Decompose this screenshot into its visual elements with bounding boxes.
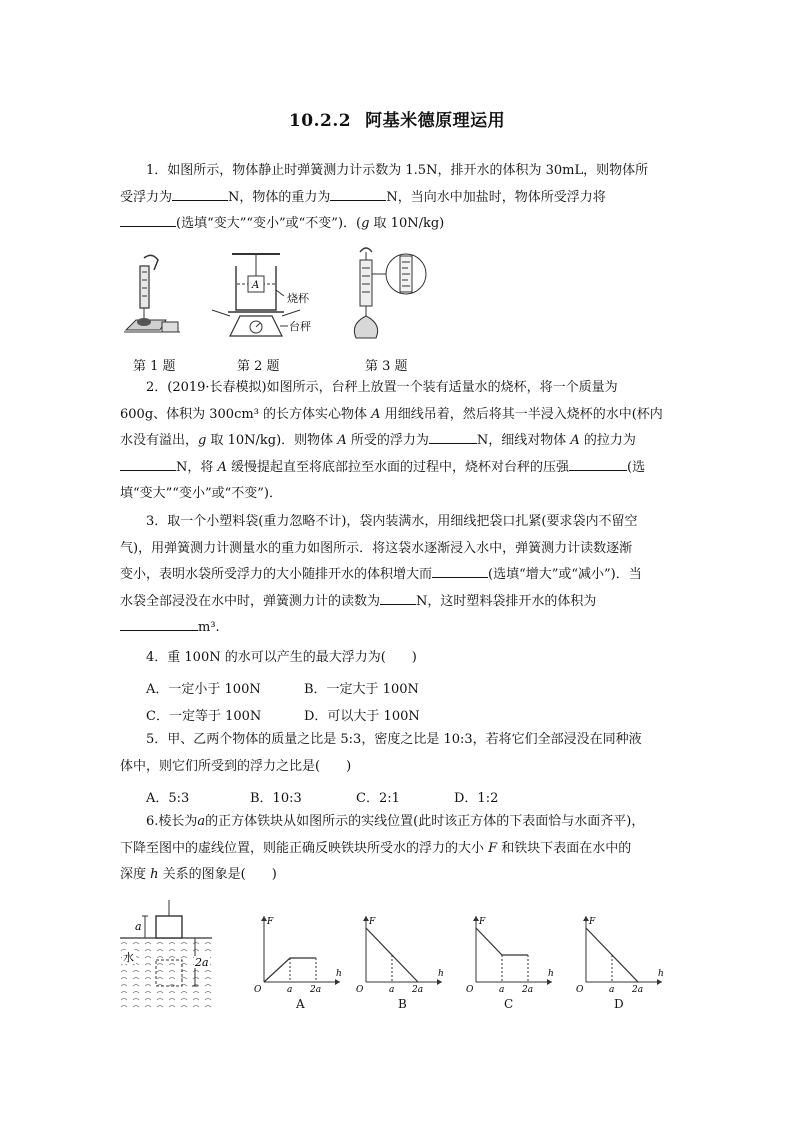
- figure-3-caption: 第 3 题: [365, 359, 408, 374]
- svg-text:O: O: [466, 985, 474, 995]
- graph-d-caption: D: [614, 997, 624, 1011]
- page-title: [0, 106, 794, 131]
- question-5: 5．甲、乙两个物体的质量之比是 5:3，密度之比是 10:3，若将它们全部浸没在同种液 体中，则它们所受到的浮力之比是( ): [120, 732, 642, 774]
- svg-text:2a: 2a: [310, 985, 322, 995]
- graph-c-caption: C: [504, 997, 514, 1011]
- cube-water-diagram: [120, 898, 212, 1010]
- svg-text:2a: 2a: [632, 985, 644, 995]
- answer-blank[interactable]: [569, 456, 627, 471]
- question-2: 2．(2019·长春模拟)如图所示，台秤上放置一个装有适量水的烧杯，将一个质量为 600g、体积为 300cm³ 的长方体实心物体 A 用细线吊着，然后将其一半浸入烧杯的水中(杯内 水没有溢出，g 取 10N/kg)．则物体 A 所受的浮力为 N，细线对物体 A 的拉力为 N，将 A 缓慢提起直至将底部拉至水面的过程中，烧杯对台秤的压强 (选 填“变大”“变小”或“不变”)．: [120, 380, 663, 501]
- label-scale: 台秤: [289, 320, 311, 333]
- svg-text:2a: 2a: [412, 985, 424, 995]
- graph-a-caption: A: [296, 997, 305, 1011]
- question-4-options-row-1: [146, 678, 419, 697]
- svg-text:h: h: [336, 969, 342, 979]
- svg-text:F: F: [369, 917, 376, 927]
- answer-blank[interactable]: [380, 590, 416, 605]
- answer-blank[interactable]: [330, 186, 386, 201]
- figure-1-spring-scale-diagram: [122, 252, 182, 344]
- svg-text:F: F: [267, 917, 274, 927]
- svg-text:a: a: [609, 985, 615, 995]
- svg-text:O: O: [254, 985, 262, 995]
- option-b[interactable]: B．一定大于 100N: [304, 682, 419, 697]
- svg-text:a: a: [287, 985, 293, 995]
- option-c[interactable]: C．一定等于 100N: [146, 709, 262, 724]
- svg-text:水: 水: [123, 951, 134, 964]
- svg-text:F: F: [589, 917, 596, 927]
- graph-b-caption: B: [398, 997, 407, 1011]
- answer-blank[interactable]: [120, 616, 198, 631]
- question-4-options-row-2: [146, 705, 420, 724]
- option-c[interactable]: C．2:1: [356, 791, 400, 806]
- section-number: 10.2.2: [288, 111, 352, 131]
- section-title: 阿基米德原理运用: [365, 111, 506, 131]
- answer-blank[interactable]: [120, 212, 176, 227]
- figure-1-caption: 第 1 题: [133, 359, 176, 374]
- svg-text:O: O: [356, 985, 364, 995]
- option-d[interactable]: D．1:2: [454, 791, 499, 806]
- answer-blank[interactable]: [432, 563, 488, 578]
- svg-text:h: h: [438, 969, 444, 979]
- option-d[interactable]: D．可以大于 100N: [304, 709, 420, 724]
- svg-text:F: F: [479, 917, 486, 927]
- svg-text:h: h: [548, 969, 554, 979]
- answer-blank[interactable]: [172, 186, 228, 201]
- answer-blank[interactable]: [120, 456, 176, 471]
- question-5-options: [146, 787, 498, 806]
- option-b[interactable]: B．10:3: [250, 791, 302, 806]
- answer-blank[interactable]: [429, 429, 477, 444]
- label-beaker: 烧杯: [287, 292, 309, 305]
- figure-3-water-bag-diagram: [348, 244, 432, 346]
- svg-text:2a: 2a: [195, 956, 209, 969]
- svg-text:O: O: [576, 985, 584, 995]
- option-a[interactable]: A．一定小于 100N: [146, 682, 261, 697]
- graph-a[interactable]: [250, 910, 346, 996]
- graph-b[interactable]: [352, 910, 448, 996]
- question-6: 6.棱长为a的正方体铁块从如图所示的实线位置(此时该正方体的下表面恰与水面齐平)， 下降至图中的虚线位置，则能正确反映铁块所受水的浮力的大小 F 和铁块下表面在水中的 深度 h 关系的图象是( ): [120, 814, 645, 882]
- graph-c[interactable]: [462, 910, 558, 996]
- figure-2-caption: 第 2 题: [237, 359, 280, 374]
- question-4: 4．重 100N 的水可以产生的最大浮力为( ): [146, 650, 417, 665]
- svg-text:A: A: [252, 280, 260, 291]
- option-a[interactable]: A．5:3: [146, 791, 190, 806]
- question-3: 3．取一个小塑料袋(重力忽略不计)，袋内装满水，用细线把袋口扎紧(要求袋内不留空 气)，用弹簧测力计测量水的重力如图所示．将这袋水逐渐浸入水中，弹簧测力计读数逐渐 变小，表明水袋所受浮力的大小随排开水的体积增大而 (选填“增大”或“减小”)．当 水袋全部浸没在水中时，弹簧测力计的读数为 N，这时塑料袋排开水的体积为 m³.: [120, 514, 642, 635]
- question-1: 1．如图所示，物体静止时弹簧测力计示数为 1.5N，排开水的体积为 30mL，则物体所 受浮力为 N，物体的重力为 N，当向水中加盐时，物体所受浮力将 (选填“变大”“变小”或“不变”)．(g 取 10N/kg): [120, 163, 649, 231]
- svg-text:a: a: [389, 985, 395, 995]
- svg-text:2a: 2a: [522, 985, 534, 995]
- svg-text:a: a: [499, 985, 505, 995]
- svg-text:h: h: [658, 969, 664, 979]
- svg-text:a: a: [135, 920, 142, 933]
- graph-d[interactable]: [572, 910, 668, 996]
